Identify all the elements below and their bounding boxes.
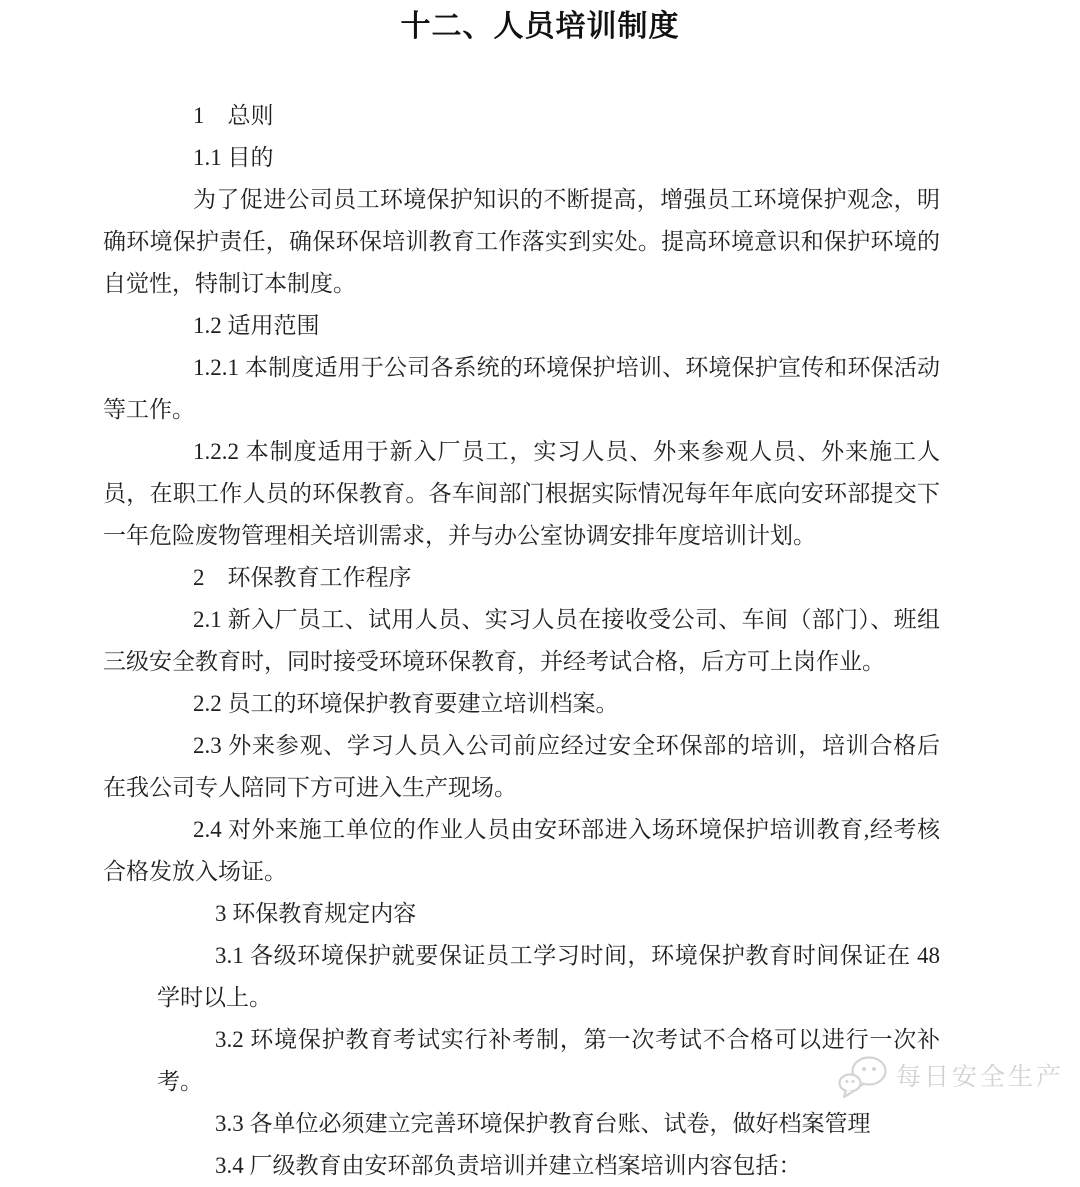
paragraph: 1.2.1 本制度适用于公司各系统的环境保护培训、环境保护宣传和环保活动等工作。 <box>103 355 940 422</box>
page-title: 十二、人员培训制度 <box>400 10 680 43</box>
paragraph: 3.1 各级环境保护就要保证员工学习时间，环境保护教育时间保证在 48 学时以上。 <box>157 943 940 1010</box>
paragraph: 为了促进公司员工环境保护知识的不断提高，增强员工环境保护观念，明确环境保护责任，确保环保培训教育工作落实到实处。提高环境意识和保护环境的自觉性，特制订本制度。 <box>103 187 940 296</box>
paragraph: 2 环保教育工作程序 <box>193 565 412 590</box>
paragraph: 2.4 对外来施工单位的作业人员由安环部进入场环境保护培训教育,经考核合格发放入场证。 <box>103 817 940 884</box>
paragraph: 1.1 目的 <box>193 145 274 170</box>
paragraph: 3.3 各单位必须建立完善环境保护教育台账、试卷，做好档案管理 <box>215 1111 871 1136</box>
paragraph: 1.2 适用范围 <box>193 313 320 338</box>
watermark-label: 每日安全生产 <box>895 1063 1064 1091</box>
paragraph: 3 环保教育规定内容 <box>215 901 417 926</box>
paragraph: 2.2 员工的环境保护教育要建立培训档案。 <box>193 691 619 716</box>
paragraph: 1.2.2 本制度适用于新入厂员工，实习人员、外来参观人员、外来施工人员，在职工作人员的环保教育。各车间部门根据实际情况每年年底向安环部提交下一年危险废物管理相关培训需求，并与办公室协调安排年度培训计划。 <box>103 439 940 548</box>
paragraph: 1 总则 <box>193 103 274 128</box>
paragraph: 2.3 外来参观、学习人员入公司前应经过安全环保部的培训，培训合格后在我公司专人陪同下方可进入生产现场。 <box>103 733 940 800</box>
paragraph: 3.4 厂级教育由安环部负责培训并建立档案培训内容包括： <box>215 1153 802 1178</box>
paragraph: 3.2 环境保护教育考试实行补考制，第一次考试不合格可以进行一次补考。 <box>157 1027 940 1094</box>
document-body <box>103 95 940 1187</box>
paragraph: 2.1 新入厂员工、试用人员、实习人员在接收受公司、车间（部门）、班组三级安全教育时，同时接受环境环保教育，并经考试合格，后方可上岗作业。 <box>103 607 940 674</box>
